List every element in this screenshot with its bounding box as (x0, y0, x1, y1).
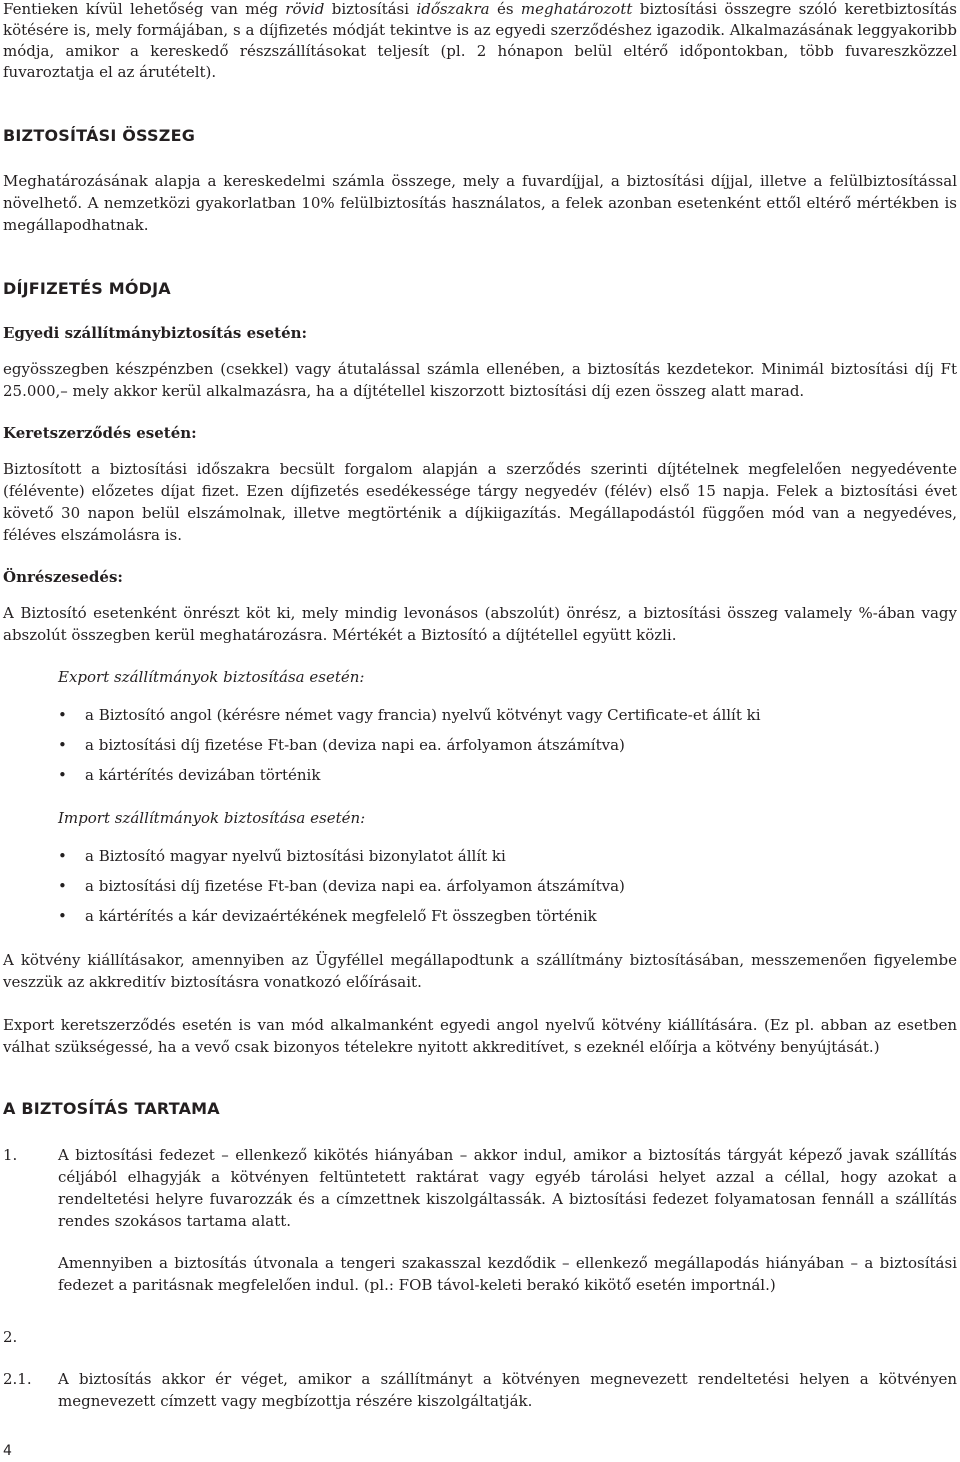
section-heading-tartama: A BIZTOSÍTÁS TARTAMA (3, 1099, 220, 1118)
export-list (3, 704, 957, 786)
import-heading: Import szállítmányok biztosítása esetén: (58, 809, 366, 827)
biztositasi-osszeg-paragraph: Meghatározásának alapja a kereskedelmi számla összege, mely a fuvardíjjal, a biztosítási díjjal, illetve a felülbiztosítással növelhető. A nemzetközi gyakorlatban 10% felülbiztosítás használatos, a felek azonban esetenként ettől eltérő mértékben is megállapodhatnak. (3, 172, 957, 234)
section-heading-biztositasi-osszeg: BIZTOSÍTÁSI ÖSSZEG (3, 126, 196, 145)
intro-paragraph: Fentieken kívül lehetőség van még rövid biztosítási időszakra és meghatározott biztosítási összegre szóló keretbiztosítás kötésére is, mely formájában, s a díjfizetés módját tekintve is az egyedi szerződéshez igazodik. Alkalmazásának leggyakoribb módja, amikor a kereskedő részszállításokat teljesít (pl. 2 hónapon belül eltérő időpontokban, több fuvareszközzel fuvaroztatja el az árutételt). (3, 0, 958, 81)
list-item: • a biztosítási díj fizetése Ft-ban (deviza napi ea. árfolyamon átszámítva) (58, 734, 957, 756)
subheading-egyedi: Egyedi szállítmánybiztosítás esetén: (3, 324, 308, 342)
item-number: 1. (3, 1146, 18, 1164)
item1-paragraph-1: A biztosítási fedezet – ellenkező kikötés hiányában – akkor indul, amikor a biztosítás tárgyát képező javak szállítás céljából elhagyják a kötvényen feltüntetett raktárat vagy egyéb tárolási helyet azzal a céllal, hogy azokat a rendeltetési helyre fuvarozzák és a címzettnek kiszolgáltassák. A biztosítási fedezet folyamatosan fennáll a szállítás rendes szokásos tartama alatt. (58, 1146, 957, 1230)
section-heading-dijfizetes: DÍJFIZETÉS MÓDJA (3, 279, 171, 298)
list-item: • a kártérítés devizában történik (58, 764, 957, 786)
numbered-item-2 (3, 1326, 957, 1348)
page-number: 4 (3, 1443, 12, 1459)
item-body (58, 1144, 957, 1296)
export-heading: Export szállítmányok biztosítása esetén: (58, 668, 365, 686)
kotveny-paragraph: A kötvény kiállításakor, amennyiben az Ügyféllel megállapodtunk a szállítmány biztosításában, messzemenően figyelembe veszzük az akkreditív biztosításra vonatkozó előírásait. (3, 951, 957, 991)
numbered-item-1 (3, 1144, 957, 1296)
item-body (58, 1368, 957, 1412)
list-item: • a Biztosító angol (kérésre német vagy francia) nyelvű kötvényt vagy Certificate-et állít ki (58, 704, 957, 726)
list-item: • a biztosítási díj fizetése Ft-ban (deviza napi ea. árfolyamon átszámítva) (58, 875, 957, 897)
item-number: 2. (3, 1328, 18, 1346)
document-page (3, 0, 957, 1412)
item21-paragraph: A biztosítás akkor ér véget, amikor a szállítmányt a kötvényen megnevezett rendeltetési helyen a kötvényen megnevezett címzett vagy megbízottja részére kiszolgáltatják. (58, 1370, 957, 1410)
export-keret-paragraph: Export keretszerződés esetén is van mód alkalmanként egyedi angol nyelvű kötvény kiállítására. (Ez pl. abban az esetben válhat szükségessé, ha a vevő csak bizonyos tételekre nyitott akkreditívet, s ezeknél előírja a kötvény benyújtását.) (3, 1016, 957, 1056)
subheading-onreszesedes: Önrészesedés: (3, 568, 123, 586)
item1-paragraph-2: Amennyiben a biztosítás útvonala a tengeri szakasszal kezdődik – ellenkező megállapodás hiányában – a biztosítási fedezet a paritásnak megfelelően indul. (pl.: FOB távol-keleti berakó kikötő esetén importnál.) (58, 1254, 957, 1294)
onreszesedes-paragraph: A Biztosító esetenként önrészt köt ki, mely mindig levonásos (abszolút) önrész, a biztosítási összeg valamely %-ában vagy abszolút összegben kerül meghatározásra. Mértékét a Biztosító a díjtétellel együtt közli. (3, 604, 957, 644)
egyedi-paragraph: egyösszegben készpénzben (csekkel) vagy átutalással számla ellenében, a biztosítás kezdetekor. Minimál biztosítási díj Ft 25.000,– mely akkor kerül alkalmazásra, ha a díjtétellel kiszorzott biztosítási díj ezen összeg alatt marad. (3, 360, 957, 400)
list-item: • a Biztosító magyar nyelvű biztosítási bizonylatot állít ki (58, 845, 957, 867)
list-item: • a kártérítés a kár devizaértékének megfelelő Ft összegben történik (58, 905, 957, 927)
item-number: 2.1. (3, 1370, 32, 1388)
import-list (3, 845, 957, 927)
keretszerzodes-paragraph: Biztosított a biztosítási időszakra becsült forgalom alapján a szerződés szerinti díjtételnek megfelelően negyedévente (félévente) előzetes díjat fizet. Ezen díjfizetés esedékessége tárgy negyedév (félév) első 15 napja. Felek a biztosítási évet követő 30 napon belül elszámolnak, illetve megtörténik a díjkiigazítás. Megállapodástól függően mód van a negyedéves, féléves elszámolásra is. (3, 460, 957, 544)
numbered-item-2-1 (3, 1368, 957, 1412)
subheading-keretszerzodes: Keretszerződés esetén: (3, 424, 197, 442)
